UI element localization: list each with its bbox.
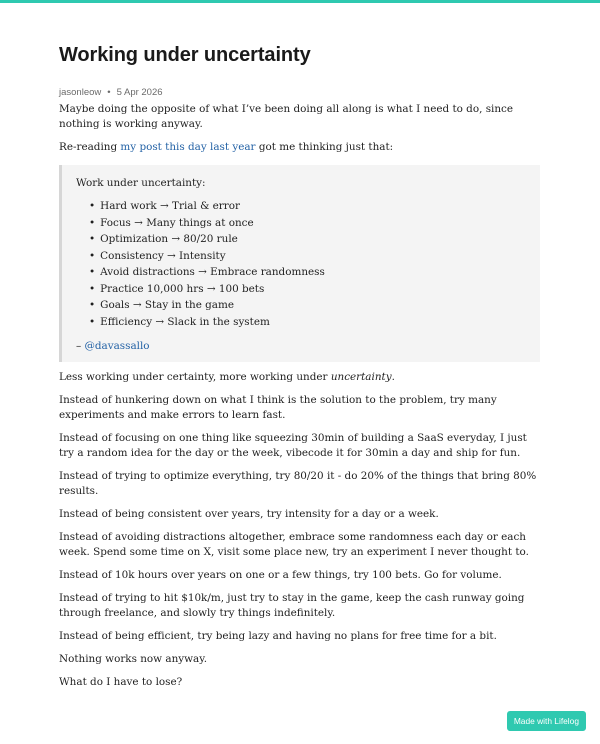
reread-paragraph [59,140,540,155]
post-meta [59,87,163,98]
body-paragraph: Instead of hunkering down on what I think is the solution to the problem, try many experiments and make errors to learn fast. [59,394,497,421]
post-title: Working under uncertainty [59,44,311,66]
uncertainty-emphasis: uncertainty [330,371,392,383]
last-year-post-link[interactable]: my post this day last year [120,141,256,153]
body-paragraph: Instead of focusing on one thing like squeezing 30min of building a SaaS everyday, I just try a random idea for the day or the week, vibecode it for 30min a day and ship for fun. [59,432,527,459]
quote-title: Work under uncertainty: [76,177,206,189]
quote-list-item: • Practice 10,000 hrs → 100 bets [89,281,528,298]
quote-list-item: • Efficiency → Slack in the system [89,314,528,331]
body-paragraph: Instead of being efficient, try being lazy and having no plans for free time for a bit. [59,630,497,642]
attribution-prefix: – [76,340,85,352]
meta-separator: • [107,87,111,98]
body-paragraph: Instead of trying to optimize everything, try 80/20 it - do 20% of the things that bring 80% results. [59,470,537,497]
quote-list-item: • Hard work → Trial & error [89,198,528,215]
author-name[interactable]: jasonleow [59,87,102,98]
body-paragraph: Instead of trying to hit $10k/m, just try to stay in the game, keep the cash runway going through freelance, and slowly try things indefinitely. [59,592,525,619]
body-paragraph: What do I have to lose? [59,676,183,688]
top-accent-bar [0,0,600,3]
quote-list-item: • Avoid distractions → Embrace randomness [89,264,528,281]
quote-list-item: • Consistency → Intensity [89,248,528,265]
quote-block [59,165,540,362]
less-working-text: Less working under certainty, more working under [59,371,331,383]
davassallo-link[interactable]: @davassallo [84,340,150,352]
less-working-paragraph [59,370,540,385]
quote-list [76,198,528,330]
body-paragraph: Instead of avoiding distractions altogether, embrace some randomness each day or each week. Spend some time on X, visit some place new, try an experiment I never thought to. [59,531,529,558]
post-date: 5 Apr 2026 [116,87,163,98]
post-body [59,102,540,690]
quote-list-item: • Focus → Many things at once [89,215,528,232]
quote-list-item: • Goals → Stay in the game [89,297,528,314]
body-paragraph: Instead of being consistent over years, try intensity for a day or a week. [59,508,439,520]
body-paragraph: Nothing works now anyway. [59,653,208,665]
reread-text-after: got me thinking just that: [255,141,394,153]
body-paragraph: Instead of 10k hours over years on one or a few things, try 100 bets. Go for volume. [59,569,502,581]
made-with-lifelog-badge[interactable]: Made with Lifelog [507,711,586,731]
less-working-period: . [391,371,395,383]
reread-text-before: Re-reading [59,141,121,153]
quote-attribution [76,339,528,354]
quote-list-item: • Optimization → 80/20 rule [89,231,528,248]
intro-paragraph: Maybe doing the opposite of what I’ve been doing all along is what I need to do, since nothing is working anyway. [59,103,514,130]
